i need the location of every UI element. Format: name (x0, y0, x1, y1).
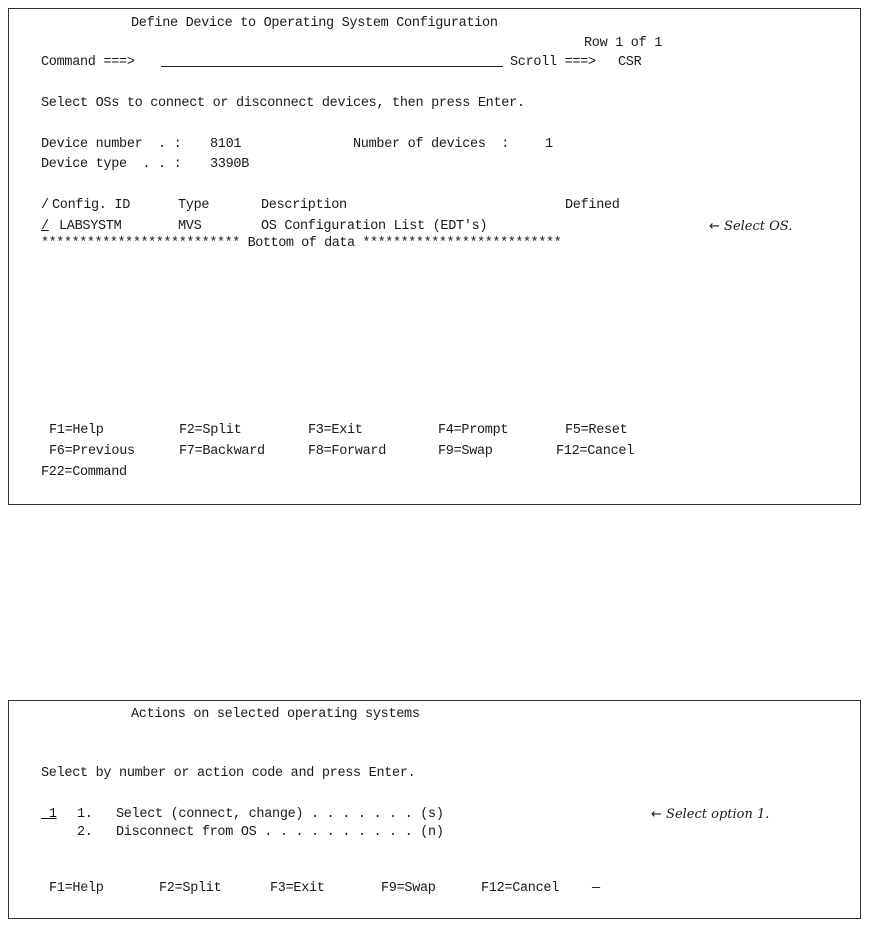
left-arrow-icon: ← (709, 219, 720, 234)
option-1-label[interactable]: Select (connect, change) . . . . . . . (s) (116, 807, 444, 822)
col-header-description: Description (261, 198, 347, 213)
col-header-type: Type (178, 198, 210, 213)
annotation-text: Select OS. (724, 219, 793, 234)
fkey-f7-backward[interactable]: F7=Backward (179, 444, 265, 459)
number-of-devices-value: 1 (545, 137, 553, 152)
action-input-field[interactable] (41, 807, 57, 823)
fkey-f9-swap[interactable]: F9=Swap (381, 881, 436, 896)
fkey-f4-prompt[interactable]: F4=Prompt (438, 423, 509, 438)
instruction-text: Select OSs to connect or disconnect devices, then press Enter. (41, 96, 525, 111)
scroll-label: Scroll ===> (510, 55, 596, 70)
bottom-of-data-marker: ************************** Bottom of data ************************** (41, 236, 562, 251)
fkey-f3-exit[interactable]: F3=Exit (308, 423, 363, 438)
col-header-config-id: Config. ID (52, 198, 131, 213)
device-number-value: 8101 (210, 137, 242, 152)
number-of-devices-label: Number of devices : (353, 137, 510, 152)
fkey-f3-exit[interactable]: F3=Exit (270, 881, 325, 896)
fkey-f12-cancel[interactable]: F12=Cancel (481, 881, 560, 896)
row-type: MVS (178, 219, 202, 234)
device-type-value: 3390B (210, 157, 250, 172)
device-os-config-panel (8, 8, 861, 505)
trailing-dash: — (592, 881, 600, 896)
panel-title: Define Device to Operating System Configuration (131, 16, 498, 31)
option-2-number: 2. (77, 825, 93, 840)
panel-title: Actions on selected operating systems (131, 707, 420, 722)
row-config-id: LABSYSTM (59, 219, 122, 234)
option-2-label[interactable]: Disconnect from OS . . . . . . . . . . (n) (116, 825, 444, 840)
fkey-f9-swap[interactable]: F9=Swap (438, 444, 493, 459)
device-type-label: Device type . . : (41, 157, 182, 172)
fkey-f8-forward[interactable]: F8=Forward (308, 444, 387, 459)
instruction-text: Select by number or action code and press Enter. (41, 766, 416, 781)
fkey-f2-split[interactable]: F2=Split (179, 423, 242, 438)
command-input-underline[interactable] (161, 66, 503, 67)
fkey-f1-help[interactable]: F1=Help (49, 423, 104, 438)
select-option-annotation (651, 807, 769, 823)
col-header-defined: Defined (565, 198, 620, 213)
device-number-label: Device number . : (41, 137, 182, 152)
row-indicator: Row 1 of 1 (584, 36, 663, 51)
scroll-field[interactable]: CSR (618, 55, 642, 70)
annotation-text: Select option 1. (666, 807, 770, 822)
fkey-f6-previous[interactable]: F6=Previous (49, 444, 135, 459)
actions-on-os-panel (8, 700, 861, 919)
fkey-f22-command[interactable]: F22=Command (41, 465, 127, 480)
col-header-select: / (41, 198, 49, 213)
select-os-annotation (709, 219, 792, 235)
fkey-f2-split[interactable]: F2=Split (159, 881, 222, 896)
fkey-f5-reset[interactable]: F5=Reset (565, 423, 628, 438)
row-description: OS Configuration List (EDT's) (261, 219, 488, 234)
fkey-f12-cancel[interactable]: F12=Cancel (556, 444, 635, 459)
action-input-value: 1 (48, 807, 57, 822)
fkey-f1-help[interactable]: F1=Help (49, 881, 104, 896)
option-1-number: 1. (77, 807, 93, 822)
command-label: Command ===> (41, 55, 135, 70)
row-select-field[interactable]: / (41, 219, 49, 234)
left-arrow-icon: ← (651, 807, 662, 822)
